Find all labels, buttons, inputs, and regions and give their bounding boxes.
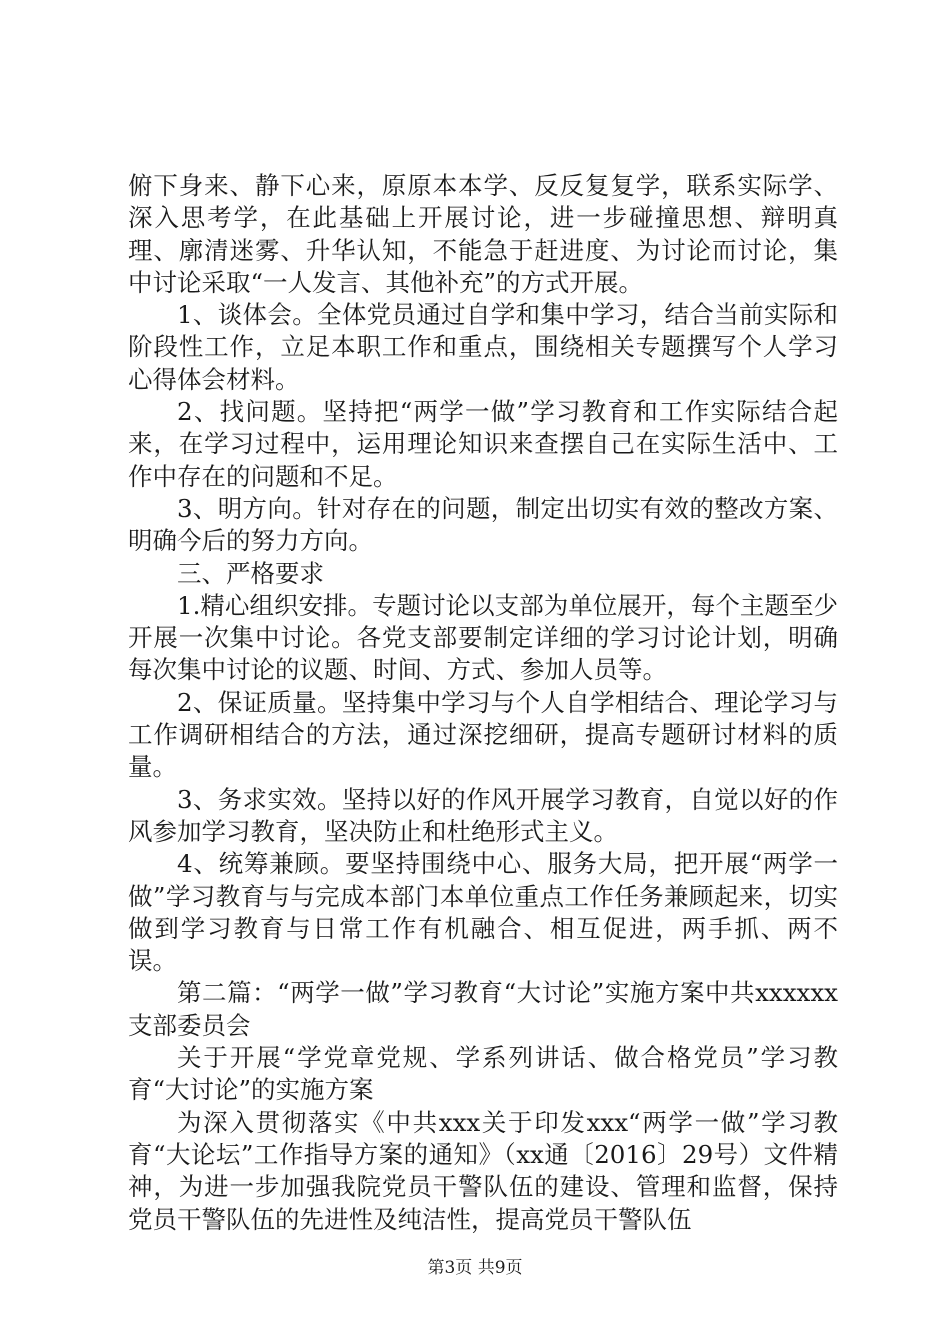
paragraph-clarify-direction: 3、明方向。针对存在的问题，制定出切实有效的整改方案、明确今后的努力方向。 [128,493,838,556]
paragraph-overall-planning: 4、统筹兼顾。要坚持围绕中心、服务大局，把开展“两学一做”学习教育与与完成本部门本单位重点工作任务兼顾起来，切实做到学习教育与日常工作有机融合、相互促进，两手抓、两不误。 [128,849,838,976]
chapter-title-second: 第二篇：“两学一做”学习教育“大讨论”实施方案中共xxxxxx支部委员会 [128,978,838,1040]
paragraph-organize-carefully: 1.精心组织安排。专题讨论以支部为单位展开，每个主题至少开展一次集中讨论。各党支部要制定详细的学习讨论计划，明确每次集中讨论的议题、时间、方式、参加人员等。 [128,590,838,685]
paragraph-seek-results: 3、务求实效。坚持以好的作风开展学习教育，自觉以好的作风参加学习教育，坚决防止和杜绝形式主义。 [128,784,838,846]
document-body [128,170,838,1236]
paragraph-purpose: 为深入贯彻落实《中共xxx关于印发xxx“两学一做”学习教育“大论坛”工作指导方案的通知》（xx通〔2016〕29号）文件精神，为进一步加强我院党员干警队伍的建设、管理和监督，保持党员干警队伍的先进性及纯洁性，提高党员干警队伍 [128,1107,838,1234]
paragraph-discuss-experience: 1、谈体会。全体党员通过自学和集中学习，结合当前实际和阶段性工作，立足本职工作和重点，围绕相关专题撰写个人学习心得体会材料。 [128,300,838,394]
paragraph-find-problems: 2、找问题。坚持把“两学一做”学习教育和工作实际结合起来，在学习过程中，运用理论知识来查摆自己在实际生活中、工作中存在的问题和不足。 [128,397,838,491]
chapter-subtitle-implementation-plan: 关于开展“学党章党规、学系列讲话、做合格党员”学习教育“大讨论”的实施方案 [128,1043,838,1105]
page-number-footer: 第3页 共9页 [427,1258,523,1278]
section-heading-strict-requirements: 三、严格要求 [177,558,324,588]
paragraph-continuation: 俯下身来、静下心来，原原本本学、反反复复学，联系实际学、深入思考学，在此基础上开展讨论，进一步碰撞思想、辩明真理、廓清迷雾、升华认知，不能急于赶进度、为讨论而讨论，集中讨论采取“一人发言、其他补充”的方式开展。 [128,171,838,297]
paragraph-ensure-quality: 2、保证质量。坚持集中学习与个人自学相结合、理论学习与工作调研相结合的方法，通过深挖细研，提高专题研讨材料的质量。 [128,687,838,782]
